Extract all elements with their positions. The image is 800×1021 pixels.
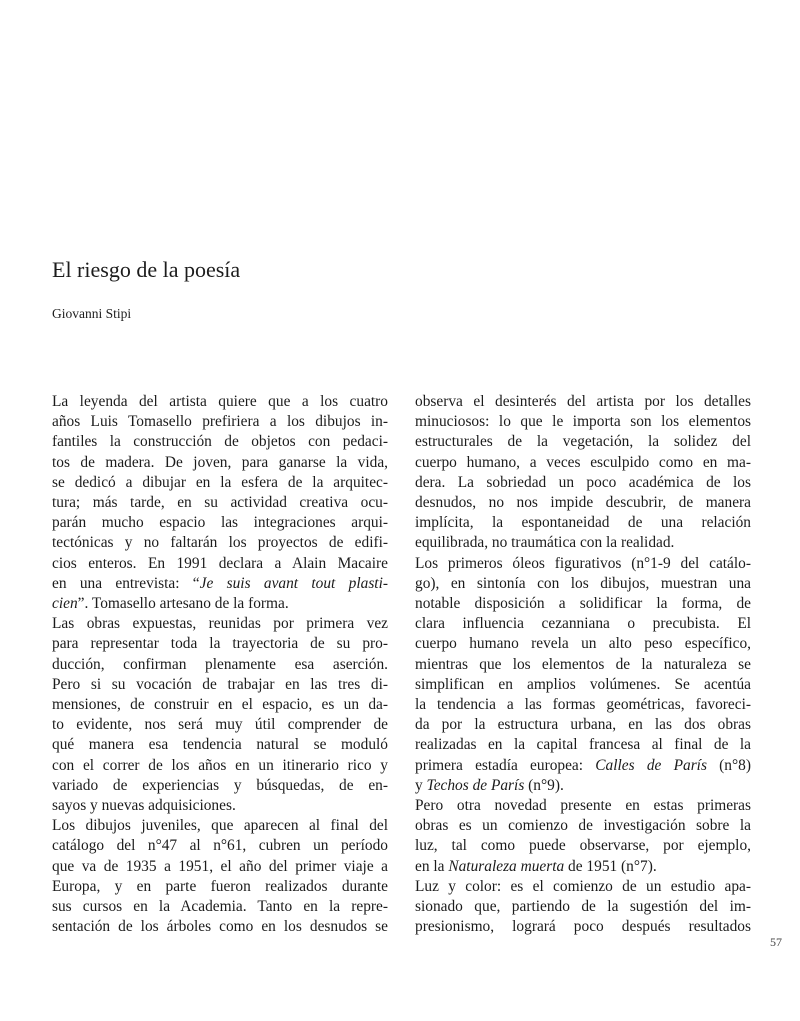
text-line: da por la estructura urbana, en las dos obras	[415, 716, 751, 734]
text-line: Luz y color: es el comienzo de un estudio apa-	[415, 877, 751, 895]
text-line: mensiones, de construir en el espacio, es un da-	[52, 696, 388, 714]
text-line: cios enteros. En 1991 declara a Alain Macaire	[52, 554, 388, 572]
text-line: primera estadía europea: Calles de París (n°8)	[415, 756, 751, 774]
text-line: desnudos, no nos impide descubrir, de manera	[415, 494, 751, 512]
text-line: presionismo, logrará poco después resultados	[415, 918, 751, 936]
text-line: tos de madera. De joven, para ganarse la vida,	[52, 453, 388, 471]
text-line: simplifican en amplios volúmenes. Se acentúa	[415, 675, 751, 693]
text-line: fantiles la construcción de objetos con pedaci-	[52, 433, 388, 451]
text-line: la tendencia a las formas geométricas, favoreci-	[415, 696, 751, 714]
text-line: implícita, la espontaneidad de una relación	[415, 514, 751, 532]
text-line: Pero otra novedad presente en estas primeras	[415, 797, 751, 815]
text-line: en una entrevista: “Je suis avant tout plasti-	[52, 574, 388, 592]
text-line: obras es un comienzo de investigación sobre la	[415, 817, 751, 835]
text-line: qué manera esa tendencia natural se moduló	[52, 736, 388, 754]
text-line: parán mucho espacio las integraciones arqui-	[52, 514, 388, 532]
text-line: equilibrada, no traumática con la realidad.	[415, 534, 675, 552]
text-column-right	[415, 392, 751, 937]
text-line: sayos y nuevas adquisiciones.	[52, 797, 236, 815]
text-line: La leyenda del artista quiere que a los cuatro	[52, 393, 388, 410]
text-line: y Techos de París (n°9).	[415, 776, 564, 794]
text-line: minuciosos: lo que le importa son los elementos	[415, 413, 751, 431]
text-line: Los primeros óleos figurativos (n°1-9 del catálo-	[415, 554, 751, 572]
text-line: dera. La sobriedad un poco académica de los	[415, 473, 751, 491]
text-line: sentación de los árboles como en los desnudos se	[52, 918, 388, 936]
page-number: 57	[770, 935, 782, 949]
text-column-left	[52, 392, 388, 937]
text-line: para representar toda la trayectoria de su pro-	[52, 635, 388, 653]
text-line: variado de experiencias y búsquedas, de en-	[52, 776, 388, 794]
text-line: cien”. Tomasello artesano de la forma.	[52, 595, 289, 613]
text-line: Los dibujos juveniles, que aparecen al final del	[52, 817, 388, 835]
text-line: ducción, confirman plenamente esa aserción.	[52, 655, 388, 673]
text-line: clara influencia cezanniana o precubista. El	[415, 615, 751, 633]
text-line: notable disposición a solidificar la forma, de	[415, 595, 751, 613]
text-line: Europa, y en parte fueron realizados durante	[52, 877, 388, 895]
text-line: tectónicas y no faltarán los proyectos de edifi-	[52, 534, 388, 552]
text-line: sus cursos en la Academia. Tanto en la repre-	[52, 898, 388, 916]
text-line: se dedicó a dibujar en la esfera de la arquitec-	[52, 473, 388, 491]
text-line: mientras que los elementos de la naturaleza se	[415, 655, 751, 673]
text-line: en la Naturaleza muerta de 1951 (n°7).	[415, 857, 657, 875]
author-name: Giovanni Stipi	[52, 306, 132, 321]
text-line: tura; más tarde, en su actividad creativa ocu-	[52, 494, 388, 512]
text-line: Pero si su vocación de trabajar en las tres di-	[52, 675, 388, 693]
text-line: sionado que, partiendo de la sugestión del im-	[415, 898, 751, 916]
text-line: to evidente, nos será muy útil comprender de	[52, 716, 388, 734]
text-line: estructurales de la vegetación, la solidez del	[415, 433, 751, 451]
text-line: go), en sintonía con los dibujos, muestran una	[415, 574, 751, 592]
text-line: cuerpo humano, a veces esculpido como en ma-	[415, 453, 751, 471]
text-line: Las obras expuestas, reunidas por primera vez	[52, 615, 388, 633]
text-line: que va de 1935 a 1951, el año del primer viaje a	[52, 857, 388, 875]
text-line: catálogo del n°47 al n°61, cubren un período	[52, 837, 388, 855]
text-line: luz, tal como puede observarse, por ejemplo,	[415, 837, 751, 855]
text-line: años Luis Tomasello prefiriera a los dibujos in-	[52, 413, 388, 431]
article-title: El riesgo de la poesía	[52, 257, 241, 282]
text-line: realizadas en la capital francesa al final de la	[415, 736, 751, 754]
text-line: observa el desinterés del artista por los detalles	[415, 393, 751, 410]
text-line: cuerpo humano revela un alto peso específico,	[415, 635, 751, 653]
text-line: con el correr de los años en un itinerario rico y	[52, 756, 388, 774]
